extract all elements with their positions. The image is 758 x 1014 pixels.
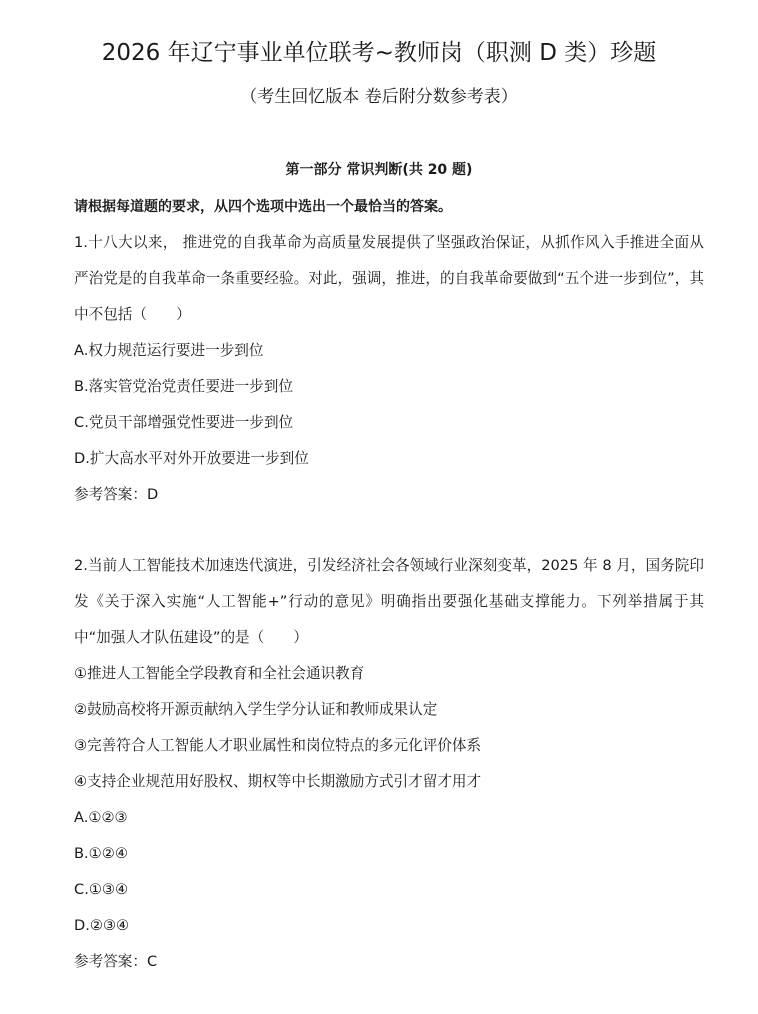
question-2-option-a: A.①②③ <box>74 809 128 826</box>
page-subtitle: （考生回忆版本 卷后附分数参考表） <box>240 87 518 107</box>
question-1 <box>74 225 704 513</box>
question-2-option-d: D.②③④ <box>74 917 130 934</box>
question-2-option-c: C.①③④ <box>74 881 129 898</box>
question-2-statement-2: ②鼓励高校将开源贡献纳入学生学分认证和教师成果认定 <box>74 701 438 718</box>
section-heading: 第一部分 常识判断(共 20 题) <box>285 162 473 178</box>
question-1-answer: 参考答案：D <box>74 486 159 503</box>
page-title: 2026 年辽宁事业单位联考~教师岗（职测 D 类）珍题 <box>101 40 657 66</box>
instruction-text: 请根据每道题的要求，从四个选项中选出一个最恰当的答案。 <box>74 199 452 215</box>
question-1-stem: 1.十八大以来， 推进党的自我革命为高质量发展提供了坚强政治保证，从抓作风入手推进全面从严治党是的自我革命一条重要经验。对此，强调，推进，的自我革命要做到“五个进一步到位”，其中不包括（ ） <box>74 234 704 323</box>
question-2-statement-4: ④支持企业规范用好股权、期权等中长期激励方式引才留才用才 <box>74 773 482 790</box>
question-1-option-d: D.扩大高水平对外开放要进一步到位 <box>74 450 309 467</box>
question-1-option-a: A.权力规范运行要进一步到位 <box>74 342 264 359</box>
question-1-option-c: C.党员干部增强党性要进一步到位 <box>74 414 294 431</box>
question-1-option-b: B.落实管党治党责任要进一步到位 <box>74 378 293 395</box>
question-2-option-b: B.①②④ <box>74 845 128 862</box>
question-2-statement-1: ①推进人工智能全学段教育和全社会通识教育 <box>74 665 365 682</box>
question-2-stem: 2.当前人工智能技术加速迭代演进，引发经济社会各领域行业深刻变革，2025 年 8 月，国务院印发《关于深入实施“人工智能+”行动的意见》明确指出要强化基础支撑能力。下列举措属于其中“加强人才队伍建设”的是（ ） <box>74 557 704 646</box>
question-2-answer: 参考答案：C <box>74 953 158 970</box>
question-2 <box>74 548 704 980</box>
question-2-statement-3: ③完善符合人工智能人才职业属性和岗位特点的多元化评价体系 <box>74 737 482 754</box>
